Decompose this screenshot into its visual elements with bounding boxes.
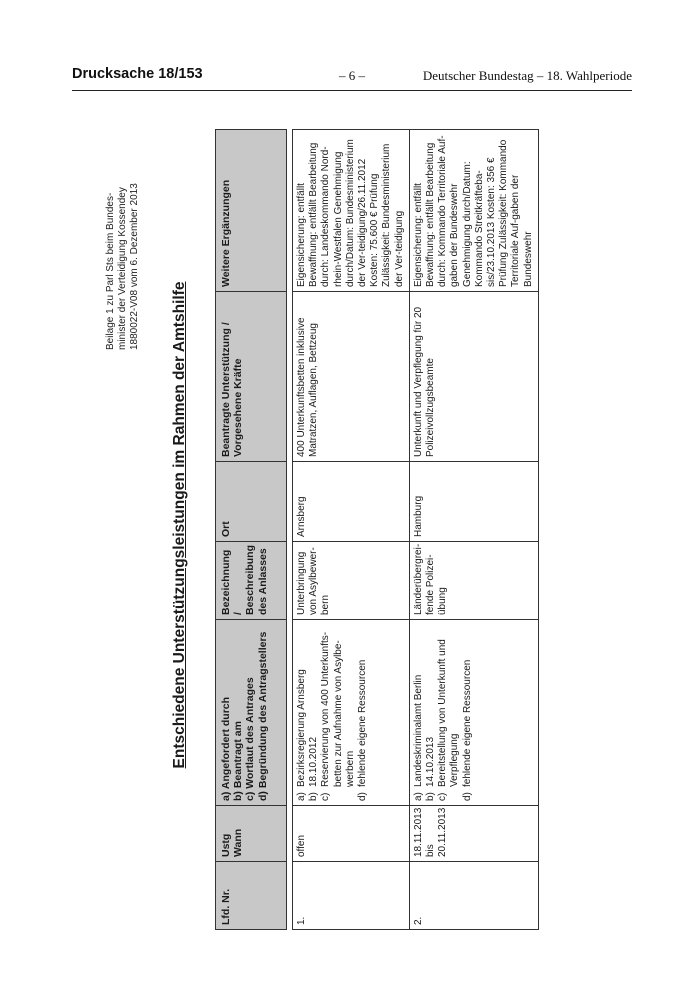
col-description: Bezeichnung / Beschreibung des Anlasses — [216, 542, 287, 620]
col-additions: Weitere Ergänzungen — [216, 130, 287, 292]
document-number: Drucksache 18/153 — [72, 66, 203, 82]
page-header — [72, 66, 632, 86]
col-location: Ort — [216, 462, 287, 542]
support-table — [215, 129, 539, 930]
col-request: a) Angefordert durch b) Beantragt am c) Wortlaut des Antrages d) Begründung des Antragstellers — [216, 620, 287, 806]
table-row: 1. offen a) Bezirksregierung Arnsberg b) 18.10.2012 c) Reservierung von 400 Unterkunfts-betten zur Aufnahme von Asylbe-werbern d) fehlende eigene Ressourcen Unterbringung von Asylbewer-bern Arnsberg 400 Unterkunftsbetten inklusive Matratzen, Auflagen, Bettzeug Eigensicherung: entfällt Bewaffnung: entfällt Bearbeitung durch: Landeskommando Nord-rhein-Westfalen Genehmigung durch/Datum: Bundesministerium der Ver-teidigung/26.11.2012 Kosten: 75.600 € Prüfung Zulässigkeit: Bundesministerium der Ver-teidigung — [293, 130, 410, 930]
parliament-label: Deutscher Bundestag – 18. Wahlperiode — [422, 68, 632, 83]
table-header-row — [216, 130, 287, 930]
page-number: – 6 – — [339, 68, 365, 83]
attachment-note: Beilage 1 zu Parl Sts beim Bundes- minister der Verteidigung Kossendey 1880022-V08 vom 6. Dezember 2013 — [105, 183, 140, 350]
table-row: 2. 18.11.2013 bis 20.11.2013 a) Landeskriminalamt Berlin b) 14.10.2013 c) Bereitstellung von Unterkunft und Verpflegung d) fehlende eigene Ressourcen Länderübergrei-fende Polizei-übung Hamburg Unterkunft und Verpflegung für 20 Polizeivollzugsbeamte Eigensicherung: entfällt Bewaffnung: entfällt Bearbeitung durch: Kommando Territoriale Auf-gaben der Bundeswehr Genehmigung durch/Datum: Kommando Streitkräfteba-sis/23.10.2013 Kosten: 356 € Prüfung Zulässigkeit: Kommando Territoriale Auf-gaben der Bundeswehr — [409, 130, 538, 930]
col-support: Beantragte Unterstützung / Vorgesehene Kräfte — [216, 292, 287, 462]
col-ustg: Ustg Wann — [216, 806, 287, 862]
header-rule — [72, 90, 632, 91]
col-nr: Lfd. Nr. — [216, 862, 287, 930]
table-title: Entschiedene Unterstützungsleistungen im Rahmen der Amtshilfe — [171, 281, 188, 769]
rotated-scan — [105, 120, 575, 930]
